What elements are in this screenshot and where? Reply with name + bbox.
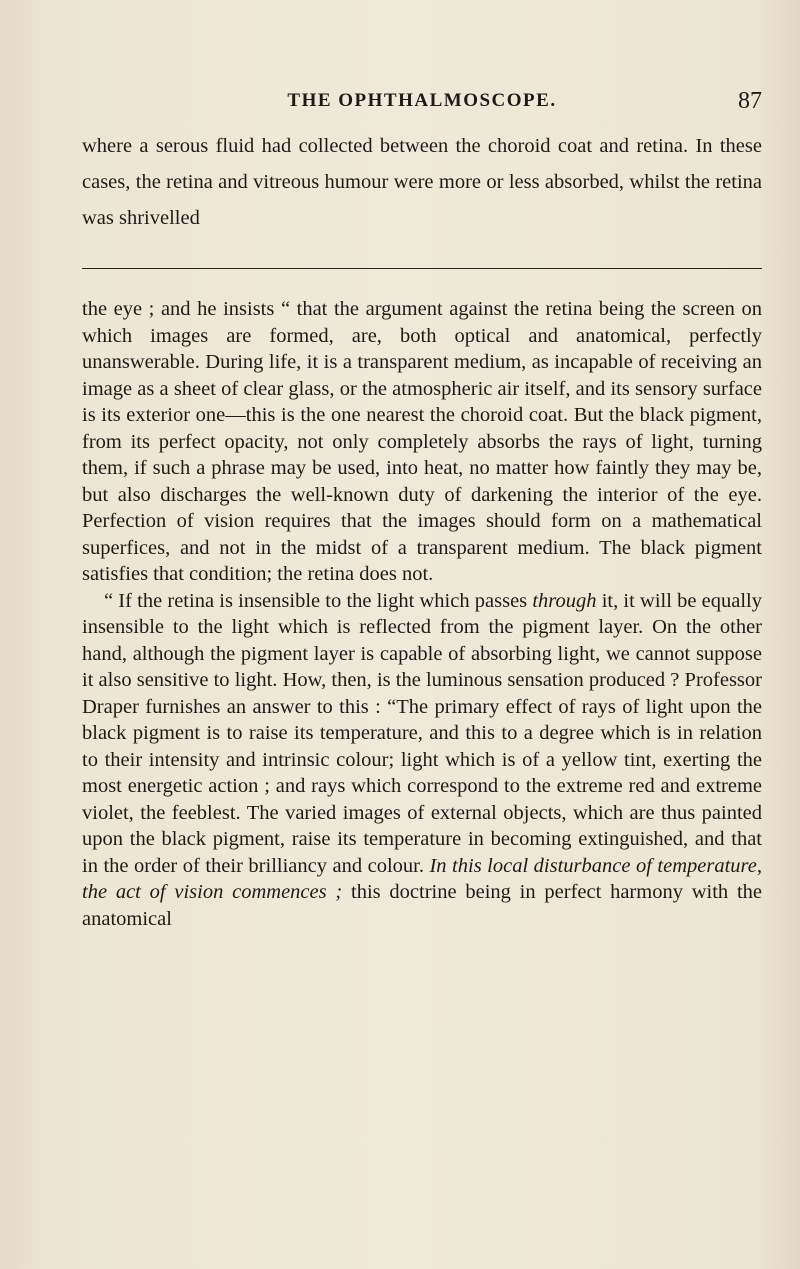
emphasis-through: through <box>532 589 597 612</box>
page-number: 87 <box>738 88 762 114</box>
main-text <box>82 128 762 236</box>
footnote-paragraph-1: the eye ; and he insists “ that the argument against the retina being the screen on which images are formed, are, both optical and anatomical, perfectly unanswerable. During life, it is a transparent medium, as incapable of receiving an image as a sheet of clear glass, or the atmospheric air itself, and its sensory surface is its exterior one—this is the one nearest the choroid coat. But the black pigment, from its perfect opacity, not only completely absorbs the rays of light, turning them, if such a phrase may be used, into heat, no matter how faintly they may be, but also discharges the well-known duty of darkening the interior of the eye. Perfection of vision requires that the images should form on a mathematical superfices, and not in the midst of a transparent medium. The black pigment satisfies that condition; the retina does not. <box>82 298 762 585</box>
footnote-text <box>82 296 762 932</box>
running-head <box>82 88 762 118</box>
emphasis-conclusion: In this local disturbance of temperature, the act of vision commences ; <box>82 854 762 903</box>
quote-opening: “ If the retina is insensible to the light which passes <box>104 589 533 612</box>
footnote-paragraph-2 <box>82 588 762 933</box>
running-title: THE OPHTHALMOSCOPE. <box>287 90 557 111</box>
main-paragraph: where a serous fluid had collected between the choroid coat and retina. In these cases, the retina and vitreous humour were more or less absorbed, whilst the retina was shrivelled <box>82 135 762 229</box>
quote-tail: this doctrine being in perfect harmony with the anatomical <box>82 881 762 930</box>
footnote-divider <box>82 268 762 269</box>
quote-body: it, it will be equally insensible to the light which is reflected from the pigment layer. On the other hand, although the pigment layer is capable of absorbing light, we cannot suppose it also sensitive to light. How, then, is the luminous sensation produced ? Professor Draper furnishes an answer to this : “The primary effect of rays of light upon the black pigment is to raise its temperature, and this to a degree which is in relation to their intensity and intrinsic colour; light which is of a yellow tint, exerting the most energetic action ; and rays which correspond to the extreme red and extreme violet, the feeblest. The varied images of external objects, which are thus painted upon the black pigment, raise its temperature in becoming extinguished, and that in the order of their brilliancy and colour. <box>82 589 762 877</box>
